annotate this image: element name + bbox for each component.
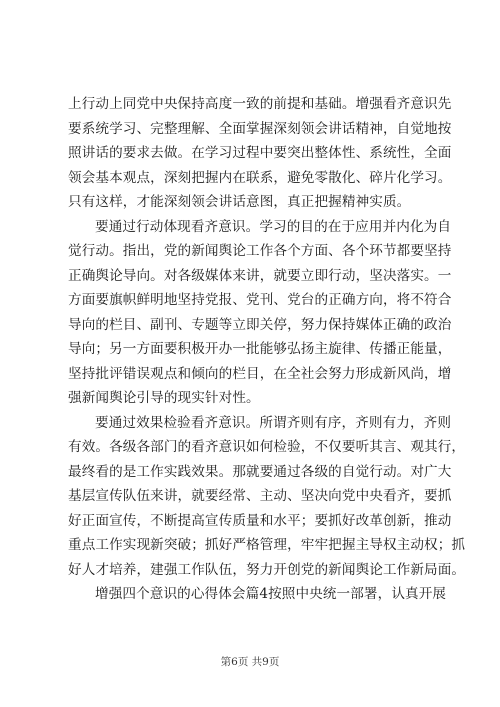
page-footer: 第6页 共9页 <box>220 656 280 668</box>
text-line: 最终看的是工作实践效果。那就要通过各级的自觉行动。对广大 <box>68 463 452 480</box>
text-line: 照讲话的要求去做。在学习过程中要突出整体性、系统性，全面 <box>68 145 452 161</box>
text-line: 增强四个意识的心得体会篇4按照中央统一部署，认真开展 <box>95 586 447 602</box>
text-line: 好人才培养，建强工作队伍，努力开创党的新闻舆论工作新局面。 <box>68 561 466 578</box>
text-line: 方面要旗帜鲜明地坚持党报、党刊、党台的正确方向，将不符合 <box>68 292 452 308</box>
text-line: 正确舆论导向。对各级媒体来讲，就要立即行动，坚决落实。一 <box>68 267 452 284</box>
paragraph <box>68 215 452 411</box>
text-line: 要系统学习、完整理解、全面掌握深刻领会讲话精神，自觉地按 <box>68 120 452 137</box>
text-line: 要通过效果检验看齐意识。所谓齐则有序，齐则有力，齐则 <box>95 414 452 431</box>
body-text <box>68 92 466 607</box>
text-line: 要通过行动体现看齐意识。学习的目的在于应用并内化为自 <box>95 218 452 235</box>
text-line: 基层宣传队伍来讲，就要经常、主动、坚决向党中央看齐，要抓 <box>68 488 452 504</box>
text-line: 导向；另一方面要积极开办一批能够弘扬主旋律、传播正能量， <box>68 341 452 357</box>
text-line: 觉行动。指出，党的新闻舆论工作各个方面、各个环节都要坚持 <box>68 243 452 259</box>
paragraph <box>68 411 466 583</box>
text-line: 上行动上同党中央保持高度一致的前提和基础。增强看齐意识先 <box>68 96 452 112</box>
text-line: 坚持批评错误观点和倾向的栏目，在全社会努力形成新风尚，增 <box>68 365 452 382</box>
text-line: 好正面宣传，不断提高宣传质量和水平；要抓好改革创新，推动 <box>68 512 452 529</box>
text-line: 只有这样，才能深刻领会讲话意图，真正把握精神实质。 <box>68 194 411 210</box>
text-line: 导向的栏目、副刊、专题等立即关停，努力保持媒体正确的政治 <box>68 316 452 333</box>
text-line: 重点工作实现新突破；抓好严格管理，牢牢把握主导权主动权；抓 <box>68 537 466 553</box>
paragraph <box>68 582 447 607</box>
paragraph <box>68 92 452 215</box>
text-line: 有效。各级各部门的看齐意识如何检验，不仅要听其言、观其行， <box>68 439 466 455</box>
text-line: 领会基本观点，深刻把握内在联系，避免零散化、碎片化学习。 <box>68 169 452 186</box>
text-line: 强新闻舆论引导的现实针对性。 <box>68 390 260 406</box>
